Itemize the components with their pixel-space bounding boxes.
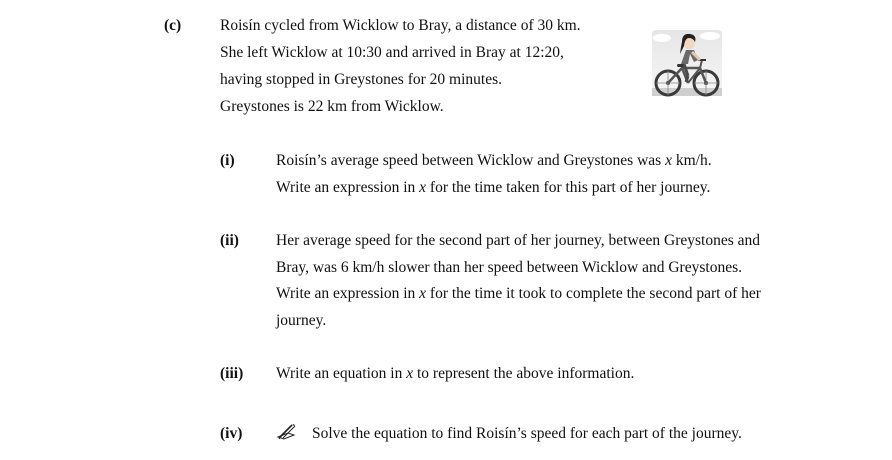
part-iii-line-1: [276, 365, 634, 383]
variable-x: x: [665, 152, 672, 169]
part-iv-label: (iv): [220, 425, 243, 442]
part-iii-label: (iii): [220, 365, 244, 382]
part-ii-line-1: Her average speed for the second part of her journey, between Greystones and: [276, 232, 761, 249]
part-c-line-1: Roisín cycled from Wicklow to Bray, a distance of 30 km.: [220, 17, 581, 34]
part-ii-line-3-text-a: Write an expression in: [276, 285, 420, 302]
variable-x: x: [406, 365, 414, 382]
part-c-line-2: She left Wicklow at 10:30 and arrived in Bray at 12:20,: [220, 44, 564, 61]
part-i-line-2-text-b: for the time taken for this part of her journey.: [426, 179, 711, 196]
part-i-line-1-text-b: km/h.: [671, 152, 712, 169]
part-iii-line-1-text-a: Write an equation in: [276, 365, 407, 382]
part-iv-line-1: Solve the equation to find Roisín’s speed for each part of the journey.: [312, 425, 742, 442]
part-c-line-4: Greystones is 22 km from Wicklow.: [220, 98, 444, 115]
pencil-paper-icon: [276, 423, 298, 441]
girl-on-bicycle-icon: [648, 24, 726, 102]
part-i-line-2: [276, 179, 710, 197]
part-ii-label: (ii): [220, 232, 239, 249]
part-i-line-1-text-a: Roisín’s average speed between Wicklow and Greystones was: [276, 152, 666, 169]
part-ii-line-3-text-b: for the time it took to complete the second part of her: [426, 285, 761, 302]
part-iii-line-1-text-b: to represent the above information.: [413, 365, 635, 382]
part-i-label: (i): [220, 152, 235, 169]
part-ii-line-4: journey.: [276, 312, 327, 329]
variable-x: x: [419, 285, 427, 302]
part-c-label: (c): [164, 17, 182, 34]
part-ii-line-3: [276, 285, 761, 303]
part-c-line-3: having stopped in Greystones for 20 minutes.: [220, 71, 502, 88]
part-i-line-1: [276, 152, 712, 170]
variable-x: x: [419, 179, 427, 196]
part-i-line-2-text-a: Write an expression in: [276, 179, 420, 196]
part-ii-line-2: Bray, was 6 km/h slower than her speed between Wicklow and Greystones.: [276, 259, 742, 276]
